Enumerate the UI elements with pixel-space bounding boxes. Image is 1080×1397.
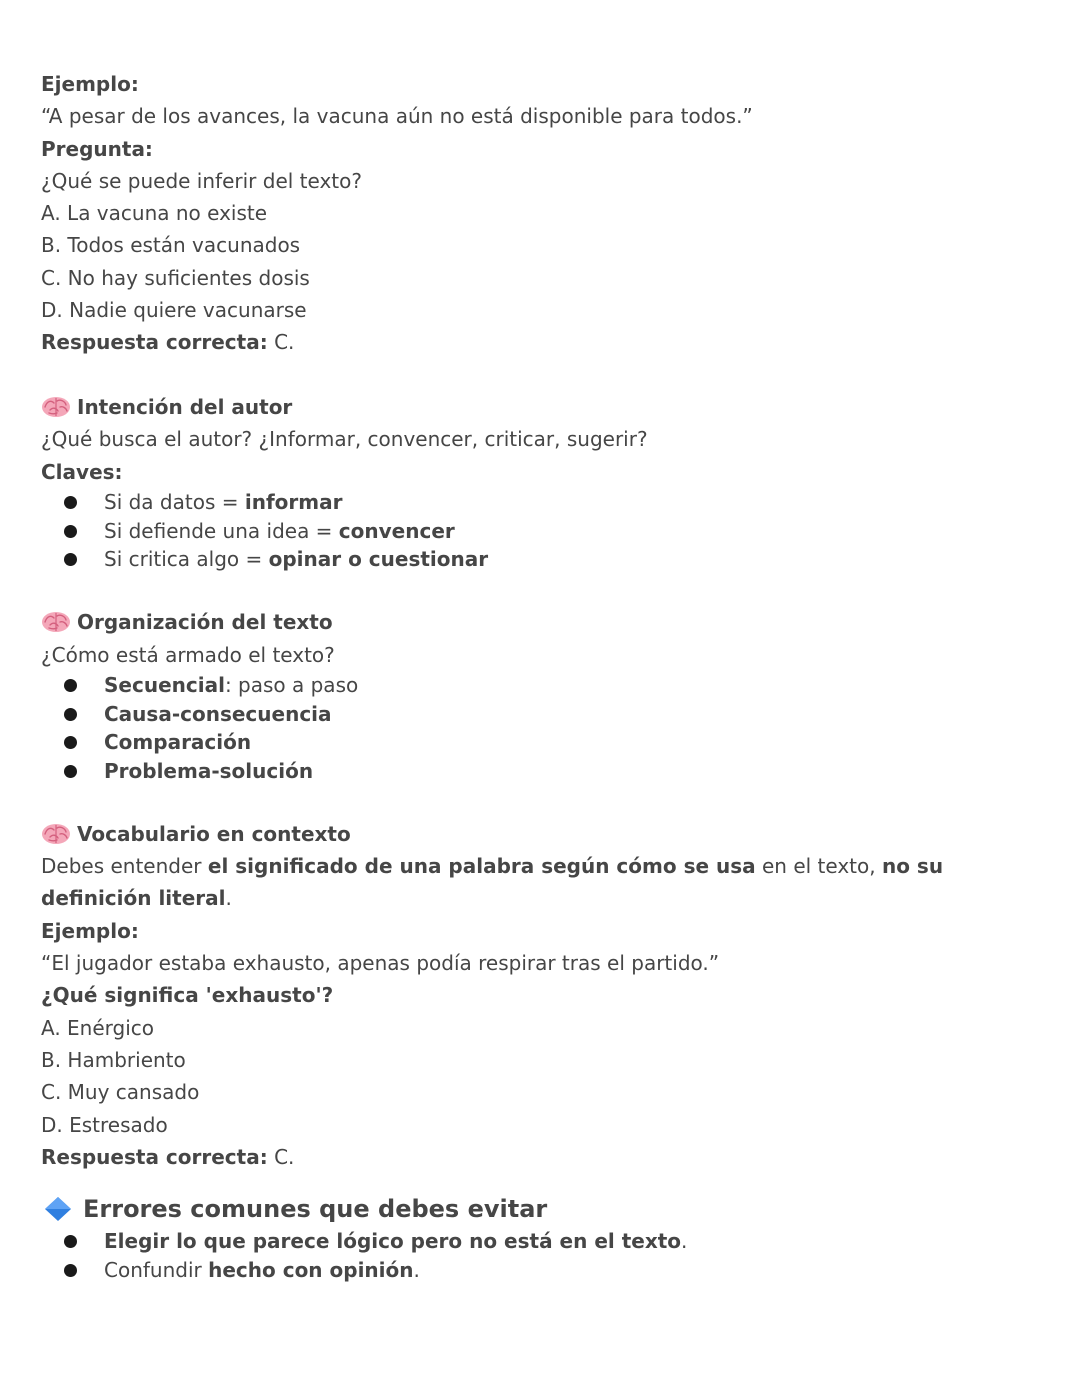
blue-diamond-icon [41,1195,75,1223]
document-page [41,68,1041,1285]
list-item: Secuencial: paso a paso [41,671,1041,700]
bullet-dot [64,1264,77,1277]
vocabulary-option-d: D. Estresado [41,1112,168,1137]
bullet-dot [64,1235,77,1248]
brain-icon [41,610,71,634]
vocabulary-question: ¿Qué significa 'exhausto'? [41,983,334,1008]
errors-heading [41,1191,1041,1227]
bullet-dot [64,553,77,566]
inference-answer-value: C. [267,330,295,355]
list-item: Confundir hecho con opinión. [41,1256,1041,1285]
organization-question: ¿Cómo está armado el texto? [41,642,335,667]
list-item: Causa-consecuencia [41,700,1041,729]
inference-option-d: D. Nadie quiere vacunarse [41,298,307,323]
bullet-dot [64,679,77,692]
inference-option-a: A. La vacuna no existe [41,201,268,226]
vocabulary-answer [41,1141,1041,1173]
author-intent-question: ¿Qué busca el autor? ¿Informar, convencer, criticar, sugerir? [41,427,648,452]
inference-question-label: Pregunta: [41,136,153,161]
vocabulary-example-label: Ejemplo: [41,918,139,943]
vocabulary-answer-value: C. [267,1144,295,1169]
vocabulary-option-a: A. Enérgico [41,1015,155,1040]
inference-example-text: “A pesar de los avances, la vacuna aún no está disponible para todos.” [41,104,753,129]
inference-question-text: ¿Qué se puede inferir del texto? [41,168,362,193]
vocabulary-option-b: B. Hambriento [41,1047,186,1072]
bullet-dot [64,765,77,778]
author-intent-title: Intención del autor [77,394,293,419]
list-item: Elegir lo que parece lógico pero no está en el texto. [41,1227,1041,1256]
author-intent-keys-label: Claves: [41,459,123,484]
bullet-dot [64,736,77,749]
list-item: Si defiende una idea = convencer [41,517,1041,546]
inference-option-c: C. No hay suficientes dosis [41,265,310,290]
vocabulary-title: Vocabulario en contexto [77,821,351,846]
vocabulary-answer-label: Respuesta correcta: [41,1144,268,1169]
vocabulary-example-text: “El jugador estaba exhausto, apenas podía respirar tras el partido.” [41,951,720,976]
list-item: Si critica algo = opinar o cuestionar [41,545,1041,574]
errors-title: Errores comunes que debes evitar [83,1195,548,1224]
inference-option-b: B. Todos están vacunados [41,233,301,258]
brain-icon [41,395,71,419]
bullet-dot [64,525,77,538]
vocabulary-heading [41,818,1041,850]
author-intent-heading [41,391,1041,423]
vocabulary-option-c: C. Muy cansado [41,1080,200,1105]
errors-list [41,1227,1041,1284]
bullet-dot [64,708,77,721]
list-item: Si da datos = informar [41,488,1041,517]
vocabulary-intro: Debes entender el significado de una palabra según cómo se usa en el texto, no su definición literal. [41,854,944,911]
bullet-dot [64,496,77,509]
author-intent-list [41,488,1041,574]
list-item: Problema-solución [41,757,1041,786]
brain-icon [41,822,71,846]
inference-answer-label: Respuesta correcta: [41,330,268,355]
list-item: Comparación [41,728,1041,757]
inference-answer [41,326,1041,358]
organization-heading [41,606,1041,638]
organization-list [41,671,1041,786]
organization-title: Organización del texto [77,610,333,635]
inference-example-label: Ejemplo: [41,72,139,96]
